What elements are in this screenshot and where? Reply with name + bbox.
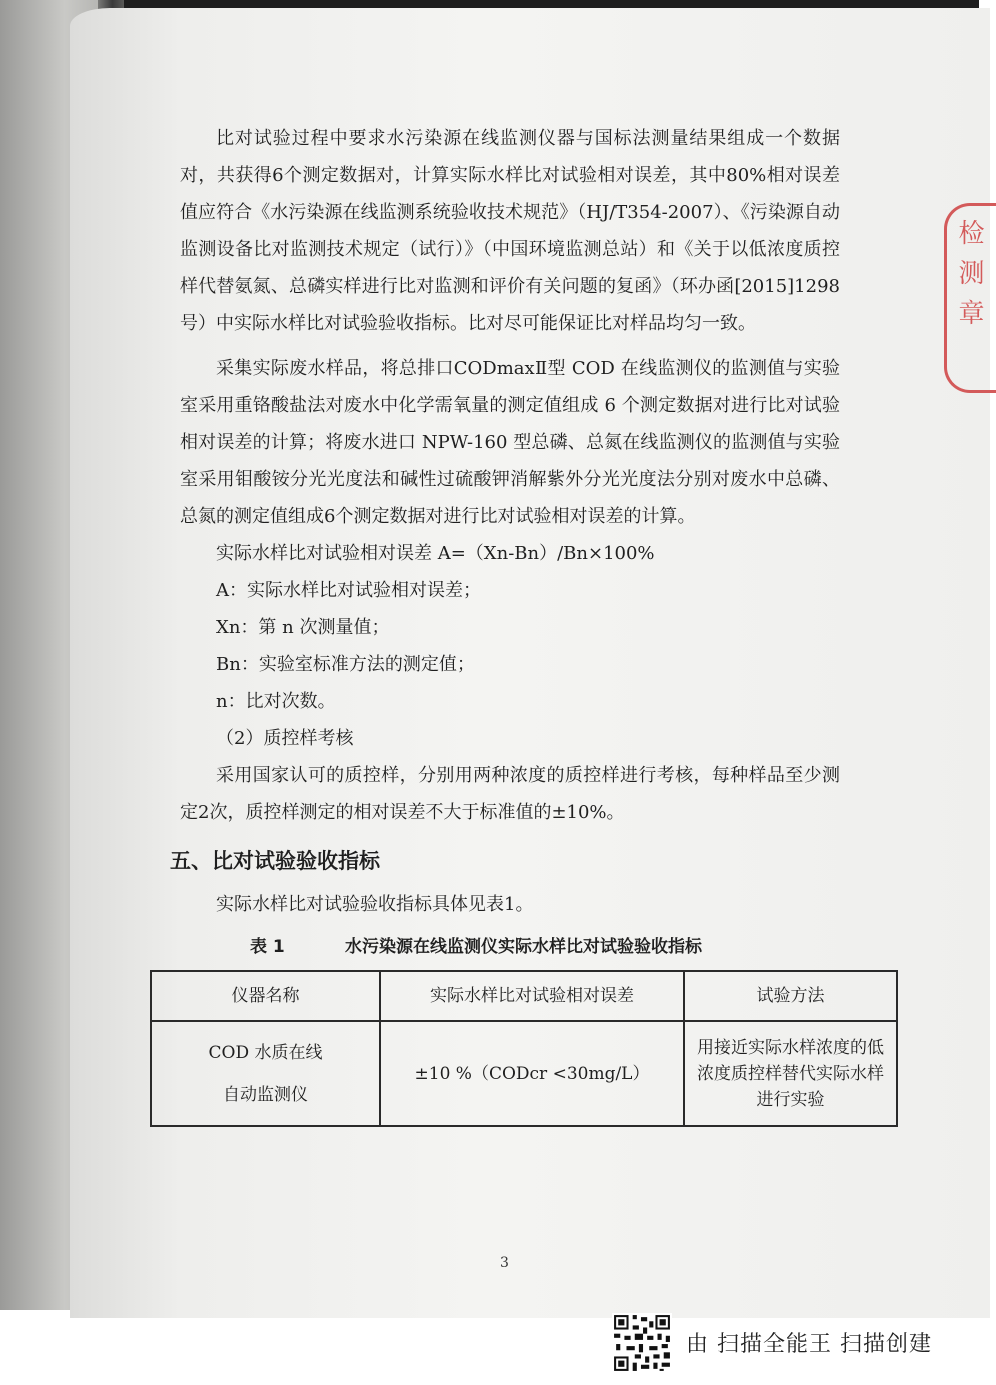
table-header-row (151, 971, 897, 1021)
qr-code-icon (612, 1313, 672, 1373)
section-heading: 五、比对试验验收指标 (170, 849, 380, 873)
table-row (151, 1021, 897, 1126)
page-content (170, 120, 884, 1127)
scanner-footer (612, 1313, 972, 1375)
definition-bn: Bn：实验室标准方法的测定值； (216, 654, 475, 675)
cell-relative-error: ±10 %（CODcr <30mg/L） (380, 1021, 684, 1126)
header-relative-error: 实际水样比对试验相对误差 (380, 971, 684, 1021)
table-caption-title: 水污染源在线监测仪实际水样比对试验验收指标 (345, 937, 702, 957)
subheading-qc: （2）质控样考核 (216, 728, 354, 749)
scanner-credit-text: 由 扫描全能王 扫描创建 (686, 1332, 932, 1357)
acceptance-criteria-table (150, 970, 898, 1127)
formula: 实际水样比对试验相对误差 A=（Xn-Bn）/Bn×100% (216, 543, 655, 564)
table-caption (250, 929, 840, 966)
red-seal-stamp: 检 测 章 (944, 203, 996, 393)
paragraph-sample-collection: 采集实际废水样品，将总排口CODmaxⅡ型 COD 在线监测仪的监测值与实验室采用重铬酸盐法对废水中化学需氧量的测定值组成 6 个测定数据对进行比对试验相对误差的计算；将废水进口 NPW-160 型总磷、总氮在线监测仪的监测值与实验室采用钼酸铵分光光度法和碱性过硫酸钾消解紫外分光光度法分别对废水中总磷、总氮的测定值组成6个测定数据对进行比对试验相对误差的计算。 (180, 358, 840, 527)
page-number: 3 (500, 1255, 509, 1271)
paragraph-qc: 采用国家认可的质控样，分别用两种浓度的质控样进行考核，每种样品至少测定2次，质控样测定的相对误差不大于标准值的±10%。 (180, 765, 840, 823)
section-intro: 实际水样比对试验验收指标具体见表1。 (216, 894, 534, 915)
table-caption-number: 表 1 (250, 937, 285, 957)
paragraph-comparison-test: 比对试验过程中要求水污染源在线监测仪器与国标法测量结果组成一个数据对，共获得6个测定数据对，计算实际水样比对试验相对误差，其中80%相对误差值应符合《水污染源在线监测系统验收技术规范》（HJ/T354-2007）、《污染源自动监测设备比对监测技术规定（试行）》（中国环境监测总站）和《关于以低浓度质控样代替氨氮、总磷实样进行比对监测和评价有关问题的复函》（环办函[2015]1298 号）中实际水样比对试验验收指标。比对尽可能保证比对样品均匀一致。 (180, 128, 840, 334)
definition-xn: Xn：第 n 次测量值； (216, 617, 390, 638)
definition-a: A：实际水样比对试验相对误差； (216, 580, 481, 601)
header-test-method: 试验方法 (684, 971, 897, 1021)
cell-instrument: COD 水质在线 自动监测仪 (151, 1021, 380, 1126)
header-instrument: 仪器名称 (151, 971, 380, 1021)
cell-test-method: 用接近实际水样浓度的低浓度质控样替代实际水样进行实验 (684, 1021, 897, 1126)
definition-n: n：比对次数。 (216, 691, 336, 712)
